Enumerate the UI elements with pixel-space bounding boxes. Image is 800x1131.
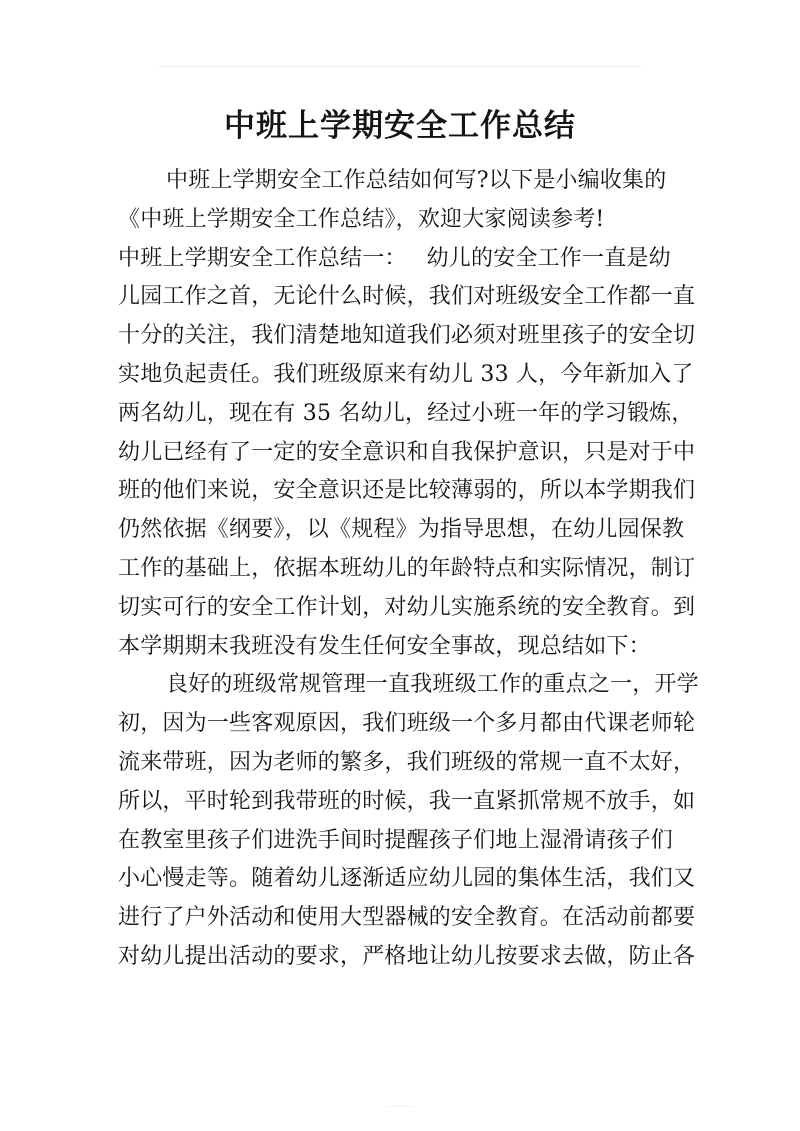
paragraph-line	[118, 240, 686, 279]
footer-mark	[388, 1106, 412, 1107]
paragraph-line: 班的他们来说，安全意识还是比较薄弱的，所以本学期我们	[118, 478, 696, 504]
document-title: 中班上学期安全工作总结	[224, 108, 576, 144]
paragraph-line: 流来带班，因为老师的繁多，我们班级的常规一直不太好，	[118, 749, 696, 775]
paragraph-line: 本学期期末我班没有发生任何安全事故，现总结如下：	[118, 633, 651, 659]
paragraph-line: 幼儿已经有了一定的安全意识和自我保护意识，只是对于中	[118, 439, 696, 465]
paragraph-text: 幼儿的安全工作一直是幼	[426, 245, 671, 271]
paragraph-line: 实地负起责任。我们班级原来有幼儿 33 人，今年新加入了	[118, 361, 694, 387]
paragraph-line: 两名幼儿，现在有 35 名幼儿，经过小班一年的学习锻炼，	[118, 400, 694, 426]
paragraph-line: 所以，平时轮到我带班的时候，我一直紧抓常规不放手，如	[118, 788, 696, 814]
paragraph-line: 工作的基础上，依据本班幼儿的年龄特点和实际情况，制订	[118, 555, 696, 581]
header-rule	[158, 66, 642, 67]
document-body	[118, 162, 699, 977]
paragraph-line: 在教室里孩子们进洗手间时提醒孩子们地上湿滑请孩子们	[118, 827, 674, 853]
paragraph-line: 对幼儿提出活动的要求，严格地让幼儿按要求去做，防止各	[118, 943, 696, 969]
paragraph-line: 进行了户外活动和使用大型器械的安全教育。在活动前都要	[118, 905, 696, 931]
paragraph-line: 儿园工作之首，无论什么时候，我们对班级安全工作都一直	[118, 284, 696, 310]
paragraph-line: 切实可行的安全工作计划，对幼儿实施系统的安全教育。到	[118, 594, 696, 620]
paragraph-line: 仍然依据《纲要》，以《规程》为指导思想，在幼儿园保教	[118, 517, 685, 543]
paragraph-line: 中班上学期安全工作总结如何写?以下是小编收集的	[166, 168, 667, 193]
paragraph-line: 小心慢走等。随着幼儿逐渐适应幼儿园的集体生活，我们又	[118, 866, 696, 892]
paragraph-line: 十分的关注，我们清楚地知道我们必须对班里孩子的安全切	[118, 323, 696, 349]
paragraph-line: 初，因为一些客观原因，我们班级一个多月都由代课老师轮	[118, 711, 696, 737]
section-heading: 中班上学期安全工作总结一：	[118, 245, 407, 271]
paragraph-line: 良好的班级常规管理一直我班级工作的重点之一，开学	[166, 672, 699, 698]
paragraph-line: 《中班上学期安全工作总结》，欢迎大家阅读参考!	[118, 206, 605, 232]
